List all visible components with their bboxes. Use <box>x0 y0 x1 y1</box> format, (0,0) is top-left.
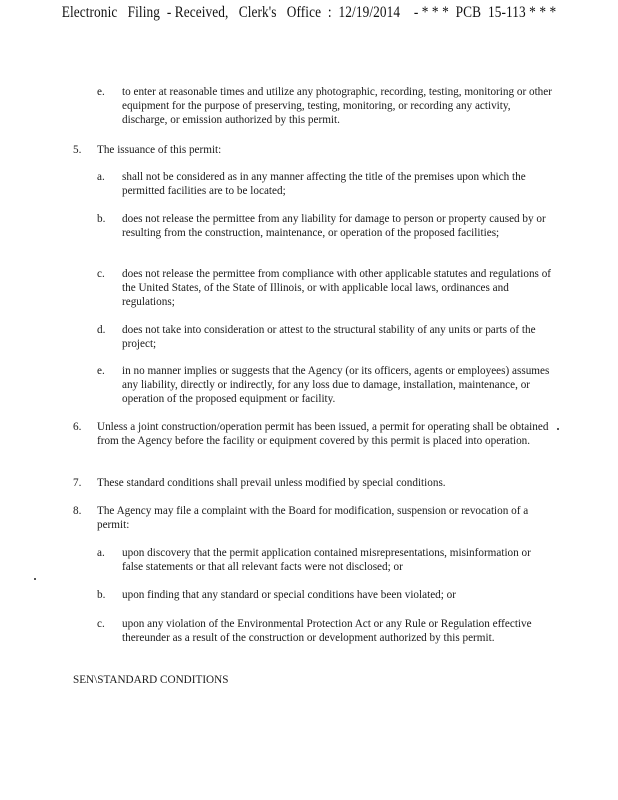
item-8a-label: a. <box>97 547 105 559</box>
item-5e-label: e. <box>97 365 105 377</box>
item-8-text: The Agency may file a complaint with the Board for modification, suspension or revocation of a permit: <box>97 505 529 532</box>
item-8b-text: upon finding that any standard or special conditions have been violated; or <box>122 589 456 601</box>
item-5c-text: does not release the permittee from compliance with other applicable statutes and regulations of the United States, of the State of Illinois, or with applicable local laws, ordinances and regulations; <box>122 268 552 309</box>
item-5b-text: does not release the permittee from any liability for damage to person or property caused by or resulting from the construction, maintenance, or operation of the proposed facilities; <box>122 213 546 240</box>
item-5b-label: b. <box>97 213 106 225</box>
item-e-text: to enter at reasonable times and utilize any photographic, recording, testing, monitoring or other equipment for the purpose of preserving, testing, monitoring, or recording any activity, discharge, or emission authorized by this permit. <box>122 86 552 127</box>
item-7-text: These standard conditions shall prevail unless modified by special conditions. <box>97 477 446 489</box>
scan-speck <box>557 428 559 430</box>
item-5a-text: shall not be considered as in any manner affecting the title of the premises upon which the permitted facilities are to be located; <box>122 171 526 198</box>
item-5d-text: does not take into consideration or attest to the structural stability of any units or parts of the project; <box>122 324 536 351</box>
item-6-label: 6. <box>73 421 82 433</box>
item-8c-label: c. <box>97 618 105 630</box>
item-8b-label: b. <box>97 589 106 601</box>
filing-stamp-header: Electronic Filing - Received, Clerk's Office : 12/19/2014 - * * * PCB 15-113 * * * <box>61 4 557 21</box>
item-7-label: 7. <box>73 477 82 489</box>
item-8a-text: upon discovery that the permit application contained misrepresentations, misinformation or false statements or that all relevant facts were not disclosed; or <box>122 547 531 574</box>
standard-conditions-footer: SEN\STANDARD CONDITIONS <box>73 674 229 686</box>
item-5a-label: a. <box>97 171 105 183</box>
item-5-text: The issuance of this permit: <box>97 144 222 156</box>
item-5-label: 5. <box>73 144 82 156</box>
item-8-label: 8. <box>73 505 82 517</box>
item-5e-text: in no manner implies or suggests that the Agency (or its officers, agents or employees) assumes any liability, directly or indirectly, for any loss due to damage, installation, maintenance, or operation of the proposed equipment or facility. <box>122 365 550 406</box>
item-e-label: e. <box>97 86 105 98</box>
item-6-text: Unless a joint construction/operation permit has been issued, a permit for operating shall be obtained from the Agency before the facility or equipment covered by this permit is placed into operation. <box>97 421 549 448</box>
item-8c-text: upon any violation of the Environmental Protection Act or any Rule or Regulation effective thereunder as a result of the construction or development authorized by this permit. <box>122 618 532 645</box>
item-5c-label: c. <box>97 268 105 280</box>
scan-speck <box>34 578 36 580</box>
item-5d-label: d. <box>97 324 106 336</box>
